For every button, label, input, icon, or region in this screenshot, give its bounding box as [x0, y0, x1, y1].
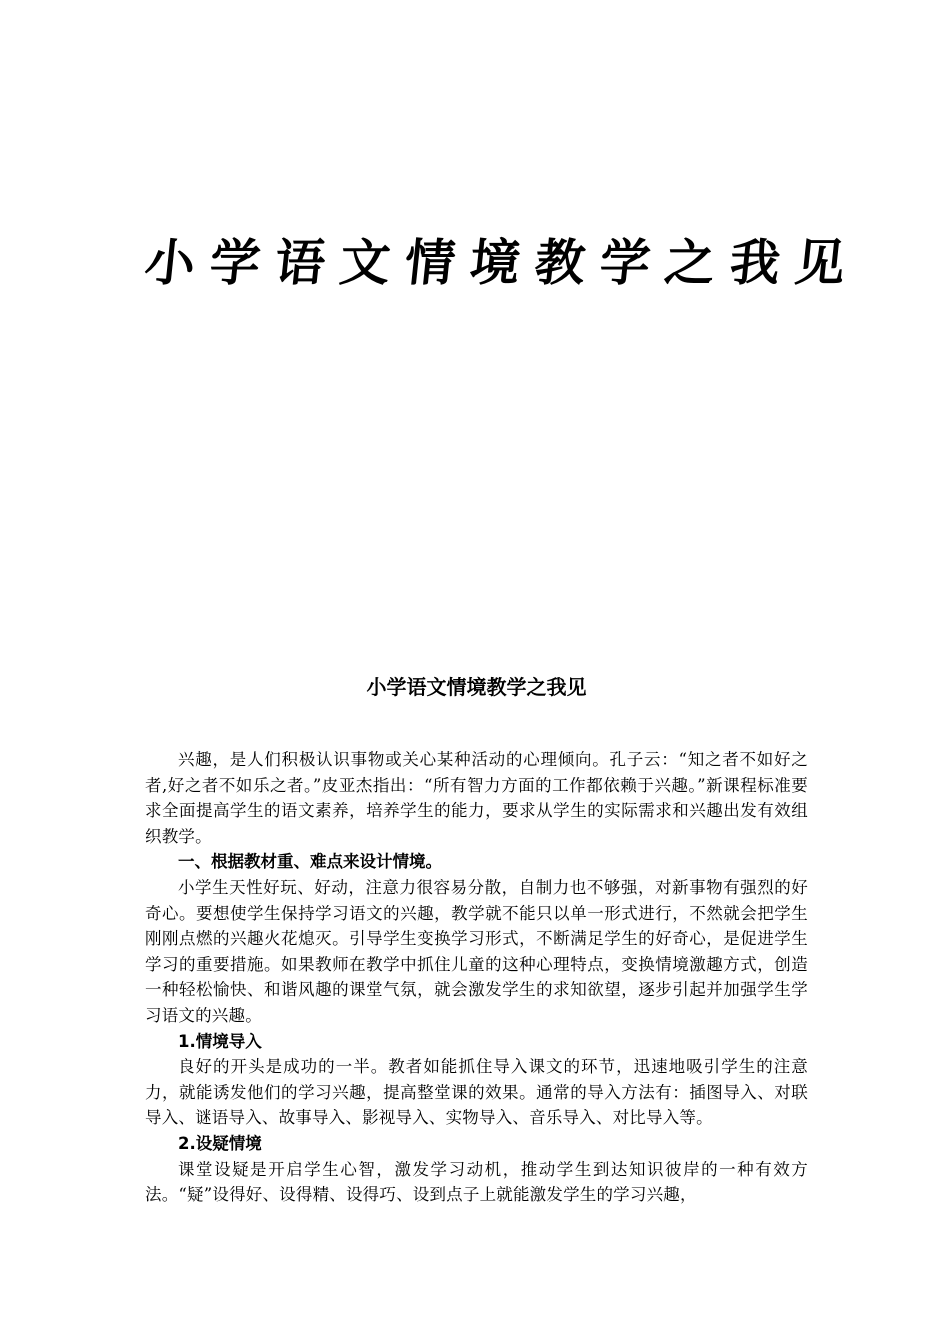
document-title: 小学语文情境教学之我见 [366, 675, 587, 699]
section-heading-1: 一、根据教材重、难点来设计情境。 [178, 852, 442, 872]
subsection-heading-1: 1.情境导入 [178, 1031, 262, 1051]
intro-paragraph: 兴趣，是人们积极认识事物或关心某种活动的心理倾向。孔子云：“知之者不如好之者,好之者不如乐之者。”皮亚杰指出：“所有智力方面的工作都依赖于兴趣。”新课程标准要求全面提高学生的语文素养，培养学生的能力，要求从学生的实际需求和兴趣出发有效组织教学。 [145, 750, 808, 846]
subsection-1-paragraph: 良好的开头是成功的一半。教者如能抓住导入课文的环节，迅速地吸引学生的注意力，就能诱发他们的学习兴趣，提高整堂课的效果。通常的导入方法有：插图导入、对联导入、谜语导入、故事导入、影视导入、实物导入、音乐导入、对比导入等。 [145, 1057, 808, 1128]
subsection-2-paragraph: 课堂设疑是开启学生心智，激发学习动机，推动学生到达知识彼岸的一种有效方法。“疑”设得好、设得精、设得巧、设到点子上就能激发学生的学习兴趣， [145, 1159, 808, 1205]
subsection-heading-2: 2.设疑情境 [178, 1133, 262, 1153]
cover-title: 小学语文情境教学之我见 [141, 233, 864, 292]
section-1-paragraph: 小学生天性好玩、好动，注意力很容易分散，自制力也不够强，对新事物有强烈的好奇心。要想使学生保持学习语文的兴趣，教学就不能只以单一形式进行，不然就会把学生刚刚点燃的兴趣火花熄灭。引导学生变换学习形式，不断满足学生的好奇心，是促进学生学习的重要措施。如果教师在教学中抓住儿童的这种心理特点，变换情境激趣方式，创造一种轻松愉快、和谐风趣的课堂气氛，就会激发学生的求知欲望，逐步引起并加强学生学习语文的兴趣。 [145, 877, 808, 1025]
document-body [145, 673, 808, 1208]
